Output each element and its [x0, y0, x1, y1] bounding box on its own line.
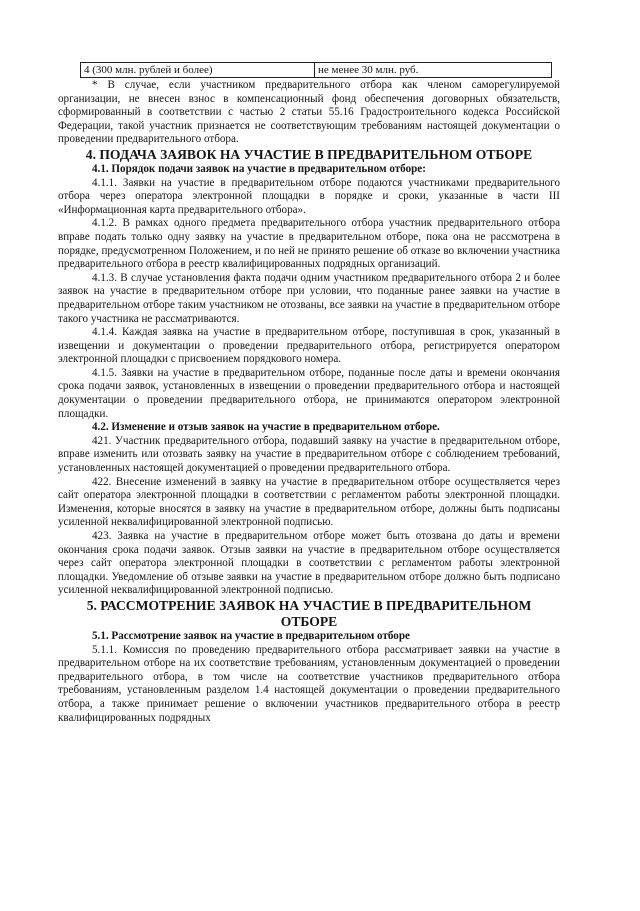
table-row: [80, 62, 552, 78]
subsection-4-2-heading: 4.2. Изменение и отзыв заявок на участие в предварительном отборе.: [92, 421, 440, 434]
paragraph-4-1-3: 4.1.3. В случае установления факта подачи одним участником предварительного отбора 2 и более заявок на участие в предварительном отборе при условии, что поданные ранее заявки на участие в предварительном отборе таким участником не отозваны, все заявки на участие в предварительном отборе такого участника не рассматриваются.: [58, 271, 560, 325]
subsection-4-1-heading: 4.1. Порядок подачи заявок на участие в предварительном отборе:: [92, 162, 426, 175]
table-cell-category: 4 (300 млн. рублей и более): [81, 63, 315, 77]
paragraph-4-1-5: 4.1.5. Заявки на участие в предварительном отборе, поданные после даты и времени окончания срока подачи заявок, установленных в извещении о проведении предварительного отбора и настоящей документации о проведении предварительного отбора, не принимаются оператором электронной площадки.: [58, 366, 560, 420]
paragraph-5-1-1: 5.1.1. Комиссия по проведению предварительного отбора рассматривает заявки на участие в предварительном отборе на их соответствие требованиям, установленным документацией о проведении предварительного отбора, в том числе на соответствие участников предварительного отбора требованиям, установленным разделом 1.4 настоящей документации о проведении предварительного отбора, а также принимает решение о включении участников предварительного отбора в реестр квалифицированных подрядных: [58, 643, 560, 724]
paragraph-4-1-4: 4.1.4. Каждая заявка на участие в предварительном отборе, поступившая в срок, указанный в извещении и документации о проведении предварительного отбора, регистрируется оператором электронной площадки с присвоением порядкового номера.: [58, 326, 560, 366]
footnote: * В случае, если участником предварительного отбора как членом саморегулируемой организации, не внесен взнос в компенсационный фонд обеспечения договорных обязательств, сформированный в соответствии с частью 2 статьи 55.16 Градостроительного кодекса Российской Федерации, такой участник признается не соответствующим требованиям настоящей документации о проведении предварительного отбора.: [58, 79, 560, 146]
paragraph-4-2-1: 421. Участник предварительного отбора, подавший заявку на участие в предварительном отборе, вправе изменить или отозвать заявку на участие в предварительном отборе с соблюдением требований, установленных настоящей документацией о проведении предварительного отбора.: [58, 434, 560, 475]
section-4-heading: 4. ПОДАЧА ЗАЯВОК НА УЧАСТИЕ В ПРЕДВАРИТЕЛЬНОМ ОТБОРЕ: [85, 146, 533, 162]
paragraph-4-2-2: 422. Внесение изменений в заявку на участие в предварительном отборе осуществляется через сайт оператора электронной площадки в соответствии с регламентом работы электронной площадки. Изменения, которые вносятся в заявку на участие в предварительном отборе, должны быть подписаны усиленной неквалифицированной электронной подписью.: [58, 475, 560, 529]
subsection-5-1-heading: 5.1. Рассмотрение заявок на участие в предварительном отборе: [92, 629, 410, 642]
document-body: [58, 79, 560, 725]
paragraph-4-1-2: 4.1.2. В рамках одного предмета предварительного отбора участник предварительного отбора вправе подать только одну заявку на участие в предварительном отборе, пока она не рассмотрена в порядке, предусмотренном Положением, и по ней не принято решение об отказе во включении участника предварительного отбора в реестр квалифицированных подрядных организаций.: [58, 217, 560, 271]
section-5-heading: 5. РАССМОТРЕНИЕ ЗАЯВОК НА УЧАСТИЕ В ПРЕДВАРИТЕЛЬНОМ ОТБОРЕ: [86, 597, 532, 629]
paragraph-4-1-1: 4.1.1. Заявки на участие в предварительном отборе подаются участниками предварительного отбора через оператора электронной площадки в порядке и сроки, указанные в части III «Информационная карта предварительного отбора».: [58, 176, 560, 216]
paragraph-4-2-3: 423. Заявка на участие в предварительном отборе может быть отозвана до даты и времени окончания срока подачи заявок. Отзыв заявки на участие в предварительном отборе осуществляется через сайт оператора электронной площадки в соответствии с регламентом работы электронной площадки. Уведомление об отзыве заявки на участие в предварительном отборе должно быть подписано усиленной неквалифицированной электронной подписью.: [58, 530, 560, 597]
table-cell-amount: не менее 30 млн. руб.: [318, 64, 419, 76]
